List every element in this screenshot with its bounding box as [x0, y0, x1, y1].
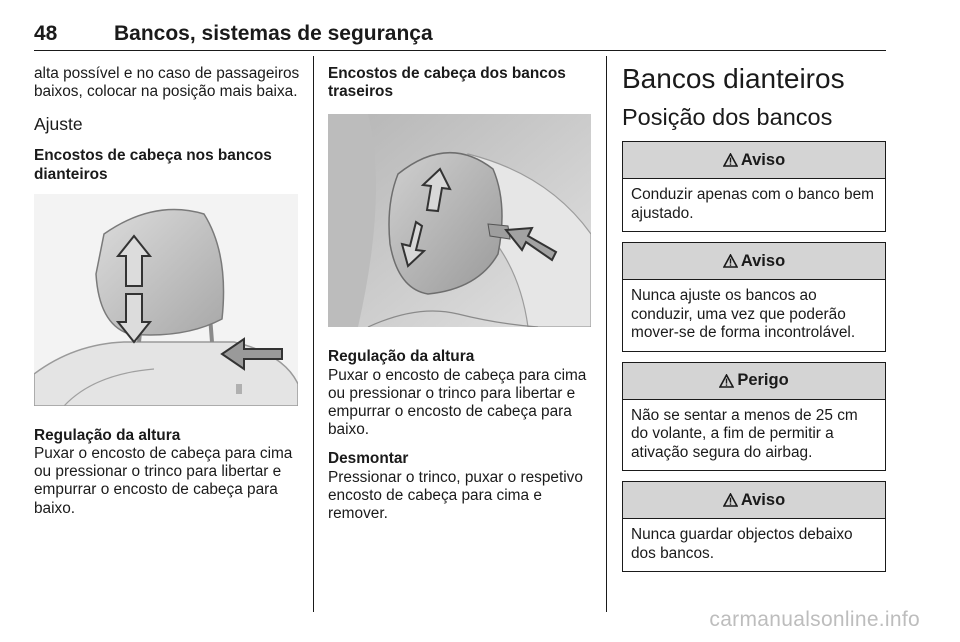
rear-headrest-illustration [328, 114, 591, 327]
warning-text: Conduzir apenas com o banco bem ajustado. [631, 186, 874, 222]
danger-label: Perigo [737, 371, 789, 389]
warning-box [622, 481, 886, 572]
subsection-seat-position: Posição dos bancos [622, 104, 833, 130]
subsection-front-headrests: Encostos de cabeça nos bancos dianteiros [34, 147, 272, 183]
header-rule [34, 50, 886, 51]
page-number: 48 [34, 22, 58, 45]
warning-triangle-icon [723, 254, 738, 268]
warning-triangle-icon [723, 493, 738, 507]
caption-title-front: Regulação da altura [34, 426, 181, 444]
section-title-front-seats: Bancos dianteiros [622, 63, 845, 94]
column-1 [34, 62, 302, 518]
warning-label: Aviso [740, 251, 786, 270]
front-headrest-illustration [34, 194, 298, 406]
warning-box [622, 141, 886, 232]
subsection-rear-headrests: Encostos de cabeça dos bancos traseiros [328, 65, 566, 101]
remove-title: Desmontar [328, 450, 409, 468]
watermark: carmanualsonline.info [709, 608, 920, 631]
danger-box-header [623, 363, 885, 400]
remove-text: Pressionar o trinco, puxar o respetivo encosto de cabeça para cima e remover. [328, 468, 583, 523]
caption-title-rear: Regulação da altura [328, 348, 475, 366]
chapter-title: Bancos, sistemas de segurança [114, 22, 433, 45]
caption-text-rear: Puxar o encosto de cabeça para cima ou pressionar o trinco para libertar e empurrar o encosto de cabeça para baixo. [328, 366, 587, 439]
warning-text: Nunca ajuste os bancos ao conduzir, uma vez que poderão mover-se de forma incontrolável. [631, 287, 856, 341]
column-divider-2 [606, 56, 607, 612]
warning-triangle-icon [719, 374, 734, 388]
warning-box-header [623, 482, 885, 519]
danger-text: Não se sentar a menos de 25 cm do volante, a fim de permitir a ativação segura do airbag. [631, 406, 858, 461]
column-2 [328, 62, 594, 523]
column-divider-1 [313, 56, 314, 612]
page-header [34, 22, 886, 50]
warning-label: Aviso [740, 150, 786, 169]
section-title-ajuste: Ajuste [34, 114, 83, 135]
warning-box-header [623, 243, 885, 280]
warning-box [622, 242, 886, 352]
warning-label: Aviso [740, 490, 786, 509]
column-3 [622, 64, 886, 582]
warning-triangle-icon [723, 153, 738, 167]
intro-text: alta possível e no caso de passageiros baixos, colocar na posição mais baixa. [34, 65, 300, 101]
warning-text: Nunca guardar objectos debaixo dos bancos. [631, 526, 853, 562]
danger-box [622, 362, 886, 472]
caption-text-front: Puxar o encosto de cabeça para cima ou pressionar o trinco para libertar e empurrar o encosto de cabeça para baixo. [34, 445, 293, 517]
warning-box-header [623, 142, 885, 179]
